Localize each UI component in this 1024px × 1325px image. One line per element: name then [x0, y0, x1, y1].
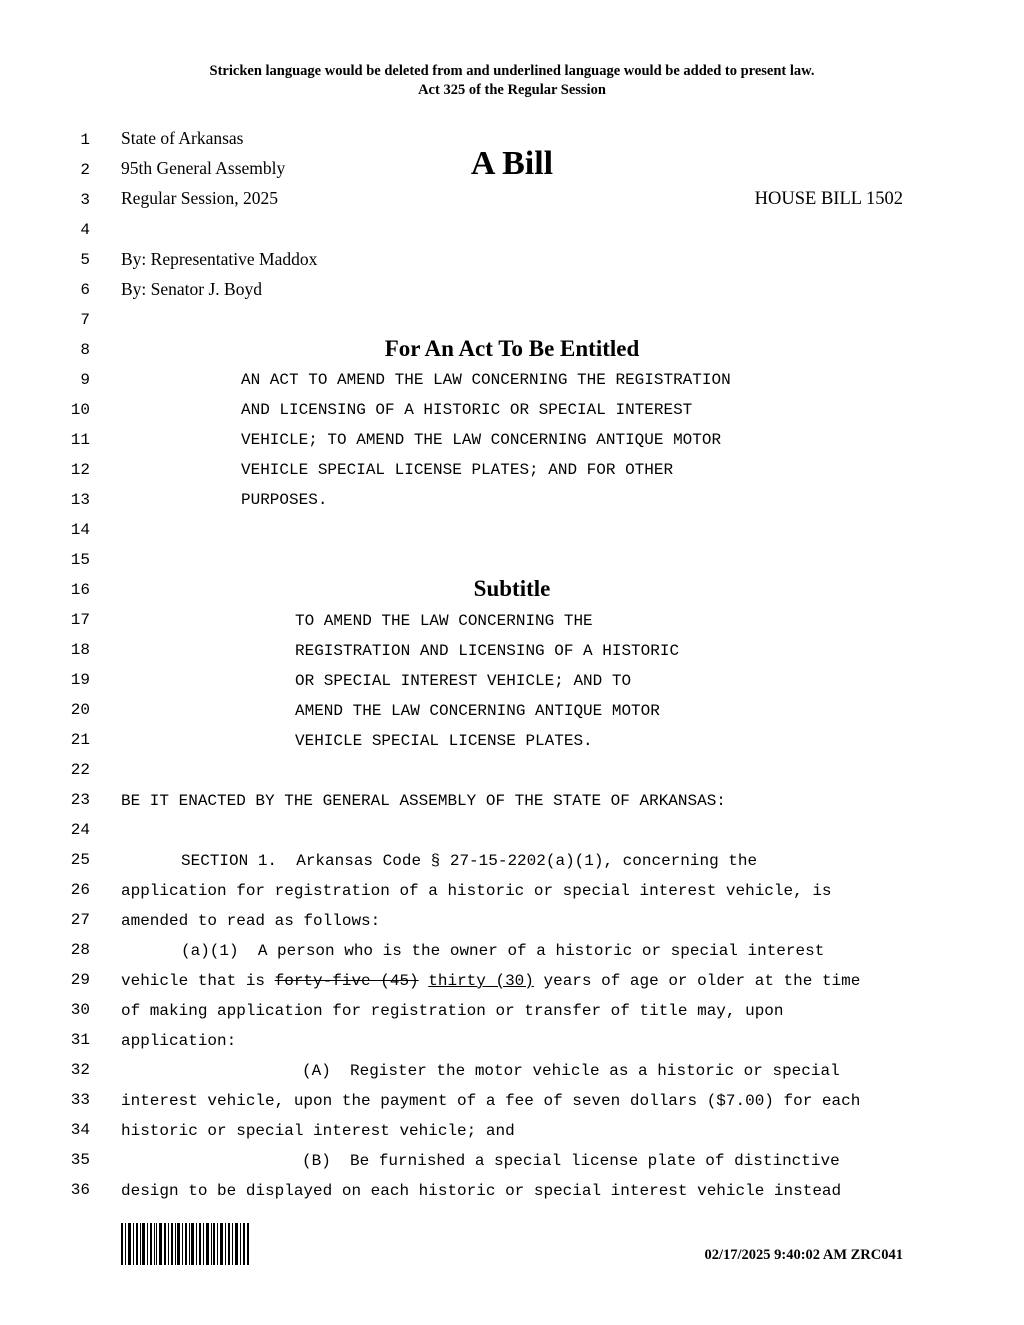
line-number: 23: [70, 791, 90, 809]
enacting-clause: BE IT ENACTED BY THE GENERAL ASSEMBLY OF THE STATE OF ARKANSAS:: [121, 792, 726, 810]
line-number: 20: [70, 701, 90, 719]
line-number: 18: [70, 641, 90, 659]
entitled-heading: For An Act To Be Entitled: [384, 336, 640, 361]
body-line: of making application for registration or transfer of title may, upon: [121, 1002, 784, 1020]
line-number: 7: [80, 311, 90, 329]
line-number: 10: [70, 401, 90, 419]
body-line: (B) Be furnished a special license plate of distinctive: [302, 1152, 840, 1170]
line-number: 34: [70, 1121, 90, 1139]
body-line: (a)(1) A person who is the owner of a historic or special interest: [181, 942, 825, 960]
line-number: 30: [70, 1001, 90, 1019]
stricken-text: forty-five (45): [274, 972, 419, 990]
subtitle-line: AMEND THE LAW CONCERNING ANTIQUE MOTOR: [295, 702, 660, 720]
stricken-language-notice: Stricken language would be deleted from and underlined language would be added to present law.: [209, 63, 815, 79]
line-number: 5: [80, 251, 90, 269]
line-number: 3: [80, 191, 90, 209]
entitled-line: PURPOSES.: [241, 491, 328, 509]
line-number: 32: [70, 1061, 90, 1079]
line-number: 33: [70, 1091, 90, 1109]
sponsor-representative: By: Representative Maddox: [121, 249, 318, 269]
line-number: 25: [70, 851, 90, 869]
line-number: 31: [70, 1031, 90, 1049]
line-number: 13: [70, 491, 90, 509]
line-number: 36: [70, 1181, 90, 1199]
line-number: 21: [70, 731, 90, 749]
line-number: 26: [70, 881, 90, 899]
line-number: 15: [70, 551, 90, 569]
body-line: historic or special interest vehicle; and: [121, 1122, 515, 1140]
line-number: 29: [70, 971, 90, 989]
line-number: 1: [80, 131, 90, 149]
line-number: 22: [70, 761, 90, 779]
body-line: interest vehicle, upon the payment of a fee of seven dollars ($7.00) for each: [121, 1092, 861, 1110]
act-label: Act 325 of the Regular Session: [418, 82, 606, 98]
body-line: application:: [121, 1032, 237, 1050]
subtitle-heading: Subtitle: [473, 576, 551, 601]
line-number: 9: [80, 371, 90, 389]
entitled-line: AND LICENSING OF A HISTORIC OR SPECIAL INTEREST: [241, 401, 693, 419]
line-number: 16: [70, 581, 90, 599]
barcode-icon: [121, 1223, 249, 1265]
subtitle-line: TO AMEND THE LAW CONCERNING THE: [295, 612, 593, 630]
line-number: 12: [70, 461, 90, 479]
line-number: 27: [70, 911, 90, 929]
body-line: (A) Register the motor vehicle as a historic or special: [302, 1062, 840, 1080]
underlined-text: thirty (30): [428, 972, 534, 990]
bill-title: A Bill: [470, 145, 554, 182]
line-number: 35: [70, 1151, 90, 1169]
state-name: State of Arkansas: [121, 128, 244, 148]
general-assembly: 95th General Assembly: [121, 158, 286, 178]
body-line: design to be displayed on each historic or special interest vehicle instead: [121, 1182, 842, 1200]
line-number: 4: [80, 221, 90, 239]
entitled-line: VEHICLE SPECIAL LICENSE PLATES; AND FOR OTHER: [241, 461, 674, 479]
body-line: SECTION 1. Arkansas Code § 27-15-2202(a)(1), concerning the: [181, 852, 758, 870]
line-number: 24: [70, 821, 90, 839]
line-number: 28: [70, 941, 90, 959]
line-number: 19: [70, 671, 90, 689]
entitled-line: AN ACT TO AMEND THE LAW CONCERNING THE REGISTRATION: [241, 371, 731, 389]
subtitle-line: OR SPECIAL INTEREST VEHICLE; AND TO: [295, 672, 632, 690]
line-number: 6: [80, 281, 90, 299]
line-number: 11: [70, 431, 90, 449]
body-text: years of age or older at the time: [533, 972, 861, 990]
line-number: 14: [70, 521, 90, 539]
entitled-line: VEHICLE; TO AMEND THE LAW CONCERNING ANTIQUE MOTOR: [241, 431, 722, 449]
line-number: 2: [80, 161, 90, 179]
line-number: 8: [80, 341, 90, 359]
subtitle-line: VEHICLE SPECIAL LICENSE PLATES.: [295, 732, 593, 750]
body-text: vehicle that is: [121, 972, 275, 990]
session-name: Regular Session, 2025: [121, 188, 279, 208]
body-line-amended: [121, 973, 860, 989]
line-number: 17: [70, 611, 90, 629]
body-line: amended to read as follows:: [121, 912, 381, 930]
bill-number: HOUSE BILL 1502: [754, 189, 903, 209]
document-timestamp: 02/17/2025 9:40:02 AM ZRC041: [704, 1247, 903, 1263]
sponsor-senator: By: Senator J. Boyd: [121, 279, 262, 299]
body-line: application for registration of a historic or special interest vehicle, is: [121, 882, 832, 900]
subtitle-line: REGISTRATION AND LICENSING OF A HISTORIC: [295, 642, 680, 660]
